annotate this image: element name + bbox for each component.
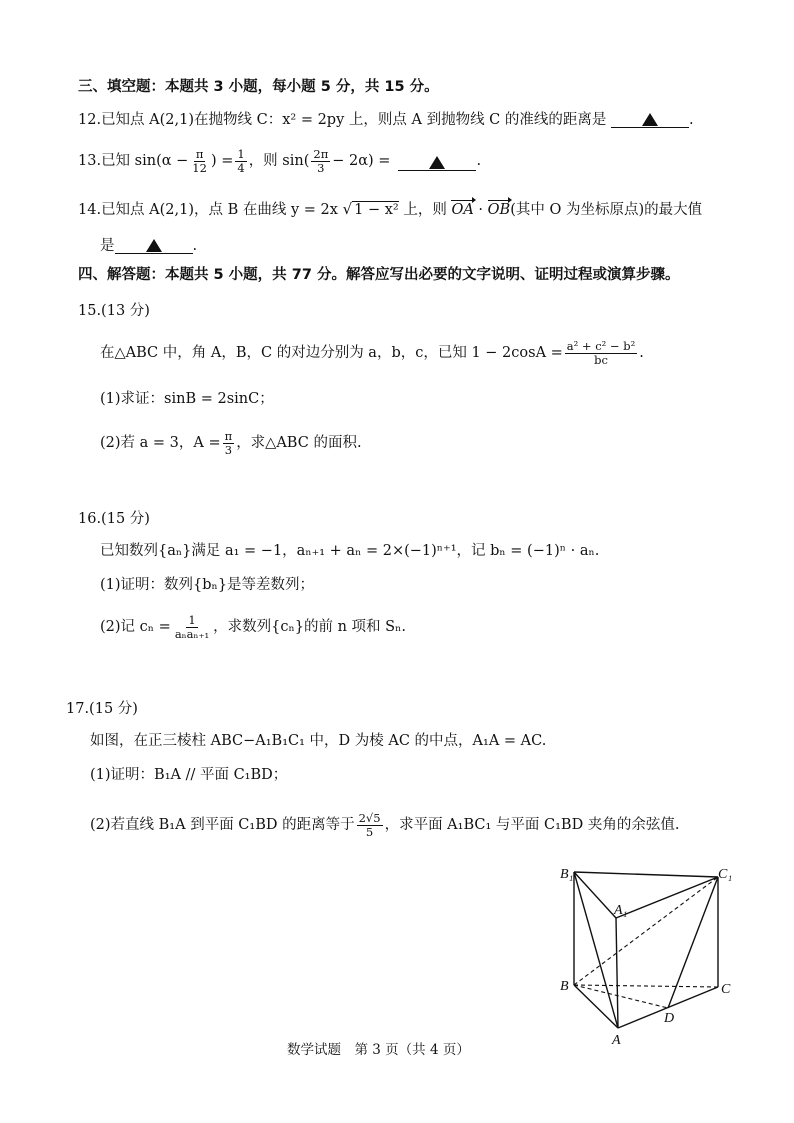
q17-stem: 如图，在正三棱柱 ABC−A₁B₁C₁ 中，D 为棱 AC 的中点，A₁A = AC. — [90, 733, 547, 749]
q13-answer-blank — [398, 156, 476, 171]
q17-part2-fraction: $\frac{2√5}{5}$ — [358, 811, 381, 840]
q12-answer-blank — [611, 113, 689, 128]
q14-sqrt: 1 − x² — [354, 202, 399, 218]
label-a1: A₁ — [614, 903, 628, 918]
label-b: B — [560, 979, 569, 994]
q15-stem-end: . — [639, 345, 644, 362]
question-12 — [78, 111, 694, 128]
q13-mid-2: ，则 sin( — [248, 153, 310, 170]
edge-a1-c1 — [616, 877, 718, 918]
hidden-segment-b-c1 — [574, 877, 718, 985]
label-a: A — [612, 1033, 621, 1048]
q15-part2-pre: (2)若 a = 3，A = — [100, 435, 221, 452]
q14-vector-oa: OA — [451, 202, 474, 218]
q15-part-2 — [100, 430, 362, 457]
q17-part-1: (1)证明：B₁A // 平面 C₁BD； — [90, 767, 288, 783]
section-4-header: 四、解答题：本题共 5 小题，共 77 分。解答应写出必要的文字说明、证明过程或演算步骤。 — [78, 267, 680, 283]
q16-part2-post: ，求数列{cₙ}的前 n 项和 Sₙ. — [213, 619, 406, 636]
segment-c1-d — [668, 877, 718, 1008]
q15-stem-fraction: $\frac{\text{a² + c² − b²}}{bc}$ — [566, 339, 636, 368]
q13-pre: 已知 sin(α − — [101, 153, 189, 170]
q13-end: . — [476, 153, 482, 170]
triangle-marker-icon — [146, 239, 162, 252]
q16-part2-fraction: $\frac{1}{\text{aₙaₙ₊₁}}$ — [174, 613, 210, 642]
q15-stem-pre: 在△ABC 中，角 A，B，C 的对边分别为 a，b，c，已知 1 − 2cosA = — [100, 345, 563, 362]
section-3-header: 三、填空题：本题共 3 小题，每小题 5 分，共 15 分。 — [78, 79, 439, 95]
question-14-line-2 — [100, 237, 197, 254]
triangle-marker-icon — [642, 113, 658, 126]
q14-text-b: 上，则 — [403, 202, 447, 218]
q12-end: . — [689, 112, 694, 128]
q14-number: 14. — [78, 202, 102, 218]
label-c1: C₁ — [718, 867, 733, 882]
q14-end: . — [192, 238, 198, 254]
q16-part-1: (1)证明：数列{bₙ}是等差数列； — [100, 577, 315, 593]
q14-dot: · — [473, 202, 488, 218]
page-footer: 数学试题 第 3 页（共 4 页） — [287, 1042, 470, 1058]
q12-number: 12. — [78, 112, 102, 128]
question-14: 14.已知点 A(2,1)，点 B 在曲线 y = 2x √ 1 − x² 上，则 OA · OB(其中 O 为坐标原点)的最大值 — [78, 200, 703, 218]
q17-part-2 — [90, 812, 679, 839]
label-d: D — [664, 1011, 675, 1026]
q12-text: 已知点 A(2,1)在抛物线 C：x² = 2py 上，则点 A 到抛物线 C 的准线的距离是 — [101, 112, 607, 128]
edge-b1-c1 — [574, 872, 718, 877]
hidden-segment-b-d — [574, 985, 668, 1008]
edge-a1-a — [616, 918, 618, 1028]
q15-stem — [100, 340, 644, 367]
q13-post: − 2α) = — [332, 153, 391, 170]
q14-text-c: (其中 O 为坐标原点)的最大值 — [510, 202, 703, 218]
q16-part-2 — [100, 614, 406, 641]
q17-part2-post: ，求平面 A₁BC₁ 与平面 C₁BD 夹角的余弦值. — [384, 817, 680, 834]
q15-number: 15.(13 分) — [78, 303, 150, 319]
q17-part2-pre: (2)若直线 B₁A 到平面 C₁BD 的距离等于 — [90, 817, 355, 834]
q13-fraction-2: $\frac{1}{4}$ — [237, 147, 245, 176]
q16-number: 16.(15 分) — [78, 511, 150, 527]
prism-figure — [550, 860, 740, 1050]
q13-mid-1: ) = — [210, 153, 234, 170]
question-13 — [78, 148, 481, 175]
q17-number: 17.(15 分) — [66, 701, 138, 717]
q16-stem: 已知数列{aₙ}满足 a₁ = −1，aₙ₊₁ + aₙ = 2×(−1)ⁿ⁺¹，记 bₙ = (−1)ⁿ · aₙ. — [100, 543, 600, 559]
q14-text-a: 已知点 A(2,1)，点 B 在曲线 y = 2x — [101, 202, 338, 218]
hidden-edge-b-c — [574, 985, 718, 987]
q13-number: 13. — [78, 153, 102, 170]
label-b1: B₁ — [560, 867, 574, 882]
q16-part2-pre: (2)记 cₙ = — [100, 619, 171, 636]
q14-answer-blank — [115, 239, 193, 254]
q13-fraction-1: $\frac{\pi}{12}$ — [192, 147, 207, 176]
q15-part-1: (1)求证：sinB = 2sinC； — [100, 391, 274, 407]
q15-part2-post: ，求△ABC 的面积. — [236, 435, 362, 452]
triangle-marker-icon — [429, 156, 445, 169]
q13-fraction-3: $\frac{2\pi}{3}$ — [313, 147, 329, 176]
q14-line2: 是 — [100, 238, 115, 254]
q15-part2-fraction: $\frac{\pi}{3}$ — [224, 429, 233, 458]
q14-vector-ob: OB — [487, 202, 511, 218]
label-c: C — [721, 982, 731, 997]
